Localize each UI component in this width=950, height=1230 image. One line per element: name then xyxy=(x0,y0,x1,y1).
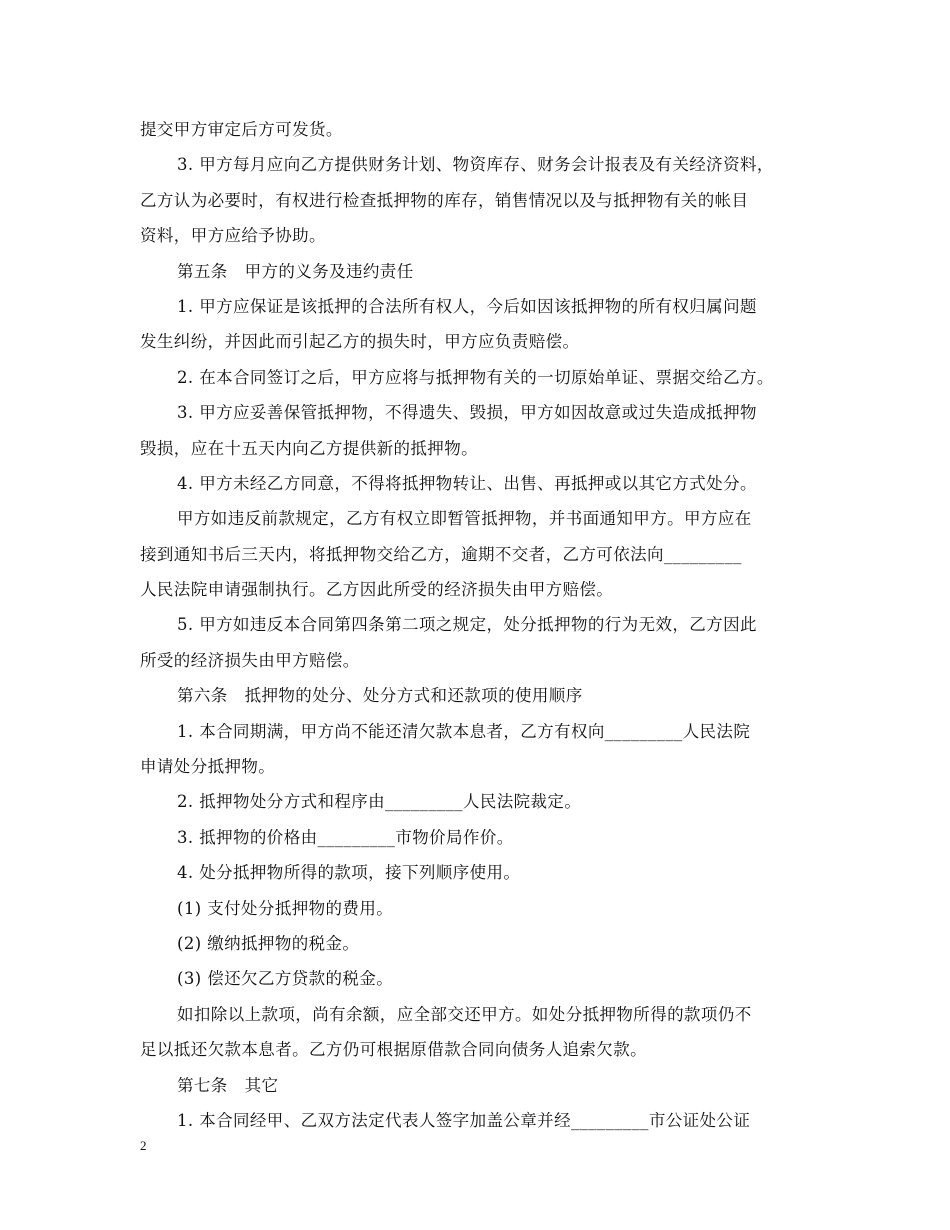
text-line: 如扣除以上款项，尚有余额，应全部交还甲方。如处分抵押物所得的款项仍不 xyxy=(177,1004,752,1024)
text-line: 申请处分抵押物。 xyxy=(140,757,276,777)
text-line: 3. 甲方每月应向乙方提供财务计划、物资库存、财务会计报表及有关经济资料， xyxy=(177,155,774,175)
text-line: 1. 本合同期满，甲方尚不能还清欠款本息者，乙方有权向_________人民法院 xyxy=(177,721,751,741)
text-line: 提交甲方审定后方可发货。 xyxy=(140,120,343,139)
text-line: (1) 支付处分抵押物的费用。 xyxy=(177,898,394,918)
text-line: (2) 缴纳抵押物的税金。 xyxy=(177,933,360,953)
page-number: 2 xyxy=(140,1138,147,1153)
text-line: (3) 偿还欠乙方贷款的税金。 xyxy=(177,969,394,989)
text-line: 3. 抵押物的价格由_________市物价局作价。 xyxy=(177,827,514,847)
text-line: 资料，甲方应给予协助。 xyxy=(140,226,326,246)
text-line: 第五条 甲方的义务及违约责任 xyxy=(177,261,414,281)
text-line: 第六条 抵押物的处分、处分方式和还款项的使用顺序 xyxy=(177,686,583,706)
text-line: 2. 在本合同签订之后，甲方应将与抵押物有关的一切原始单证、票据交给乙方。 xyxy=(177,367,774,387)
text-line: 人民法院申请强制执行。乙方因此所受的经济损失由甲方赔偿。 xyxy=(140,580,614,600)
text-line: 第七条 其它 xyxy=(177,1075,279,1095)
text-line: 1. 甲方应保证是该抵押的合法所有权人，今后如因该抵押物的所有权归属问题 xyxy=(177,296,757,316)
text-line: 所受的经济损失由甲方赔偿。 xyxy=(140,650,360,670)
text-line: 3. 甲方应妥善保管抵押物，不得遗失、毁损，甲方如因故意或过失造成抵押物 xyxy=(177,403,757,423)
text-line: 足以抵还欠款本息者。乙方仍可根据原借款合同向债务人追索欠款。 xyxy=(140,1040,647,1060)
text-line: 5. 甲方如违反本合同第四条第二项之规定，处分抵押物的行为无效，乙方因此 xyxy=(177,615,757,635)
text-line: 乙方认为必要时，有权进行检查抵押物的库存，销售情况以及与抵押物有关的帐目 xyxy=(140,190,749,210)
text-line: 接到通知书后三天内，将抵押物交给乙方，逾期不交者，乙方可依法向_________ xyxy=(140,544,742,564)
text-line: 发生纠纷，并因此而引起乙方的损失时，甲方应负责赔偿。 xyxy=(140,332,580,352)
contract-body xyxy=(140,112,820,1138)
text-line: 2. 抵押物处分方式和程序由_________人民法院裁定。 xyxy=(177,792,582,812)
text-line: 4. 处分抵押物所得的款项，接下列顺序使用。 xyxy=(177,863,521,883)
text-line: 4. 甲方未经乙方同意，不得将抵押物转让、出售、再抵押或以其它方式处分。 xyxy=(177,473,757,493)
text-line: 甲方如违反前款规定，乙方有权立即暂管抵押物，并书面通知甲方。甲方应在 xyxy=(177,509,752,529)
text-line: 毁损，应在十五天内向乙方提供新的抵押物。 xyxy=(140,438,478,458)
text-line: 1. 本合同经甲、乙双方法定代表人签字加盖公章并经_________市公证处公证 xyxy=(177,1110,751,1130)
